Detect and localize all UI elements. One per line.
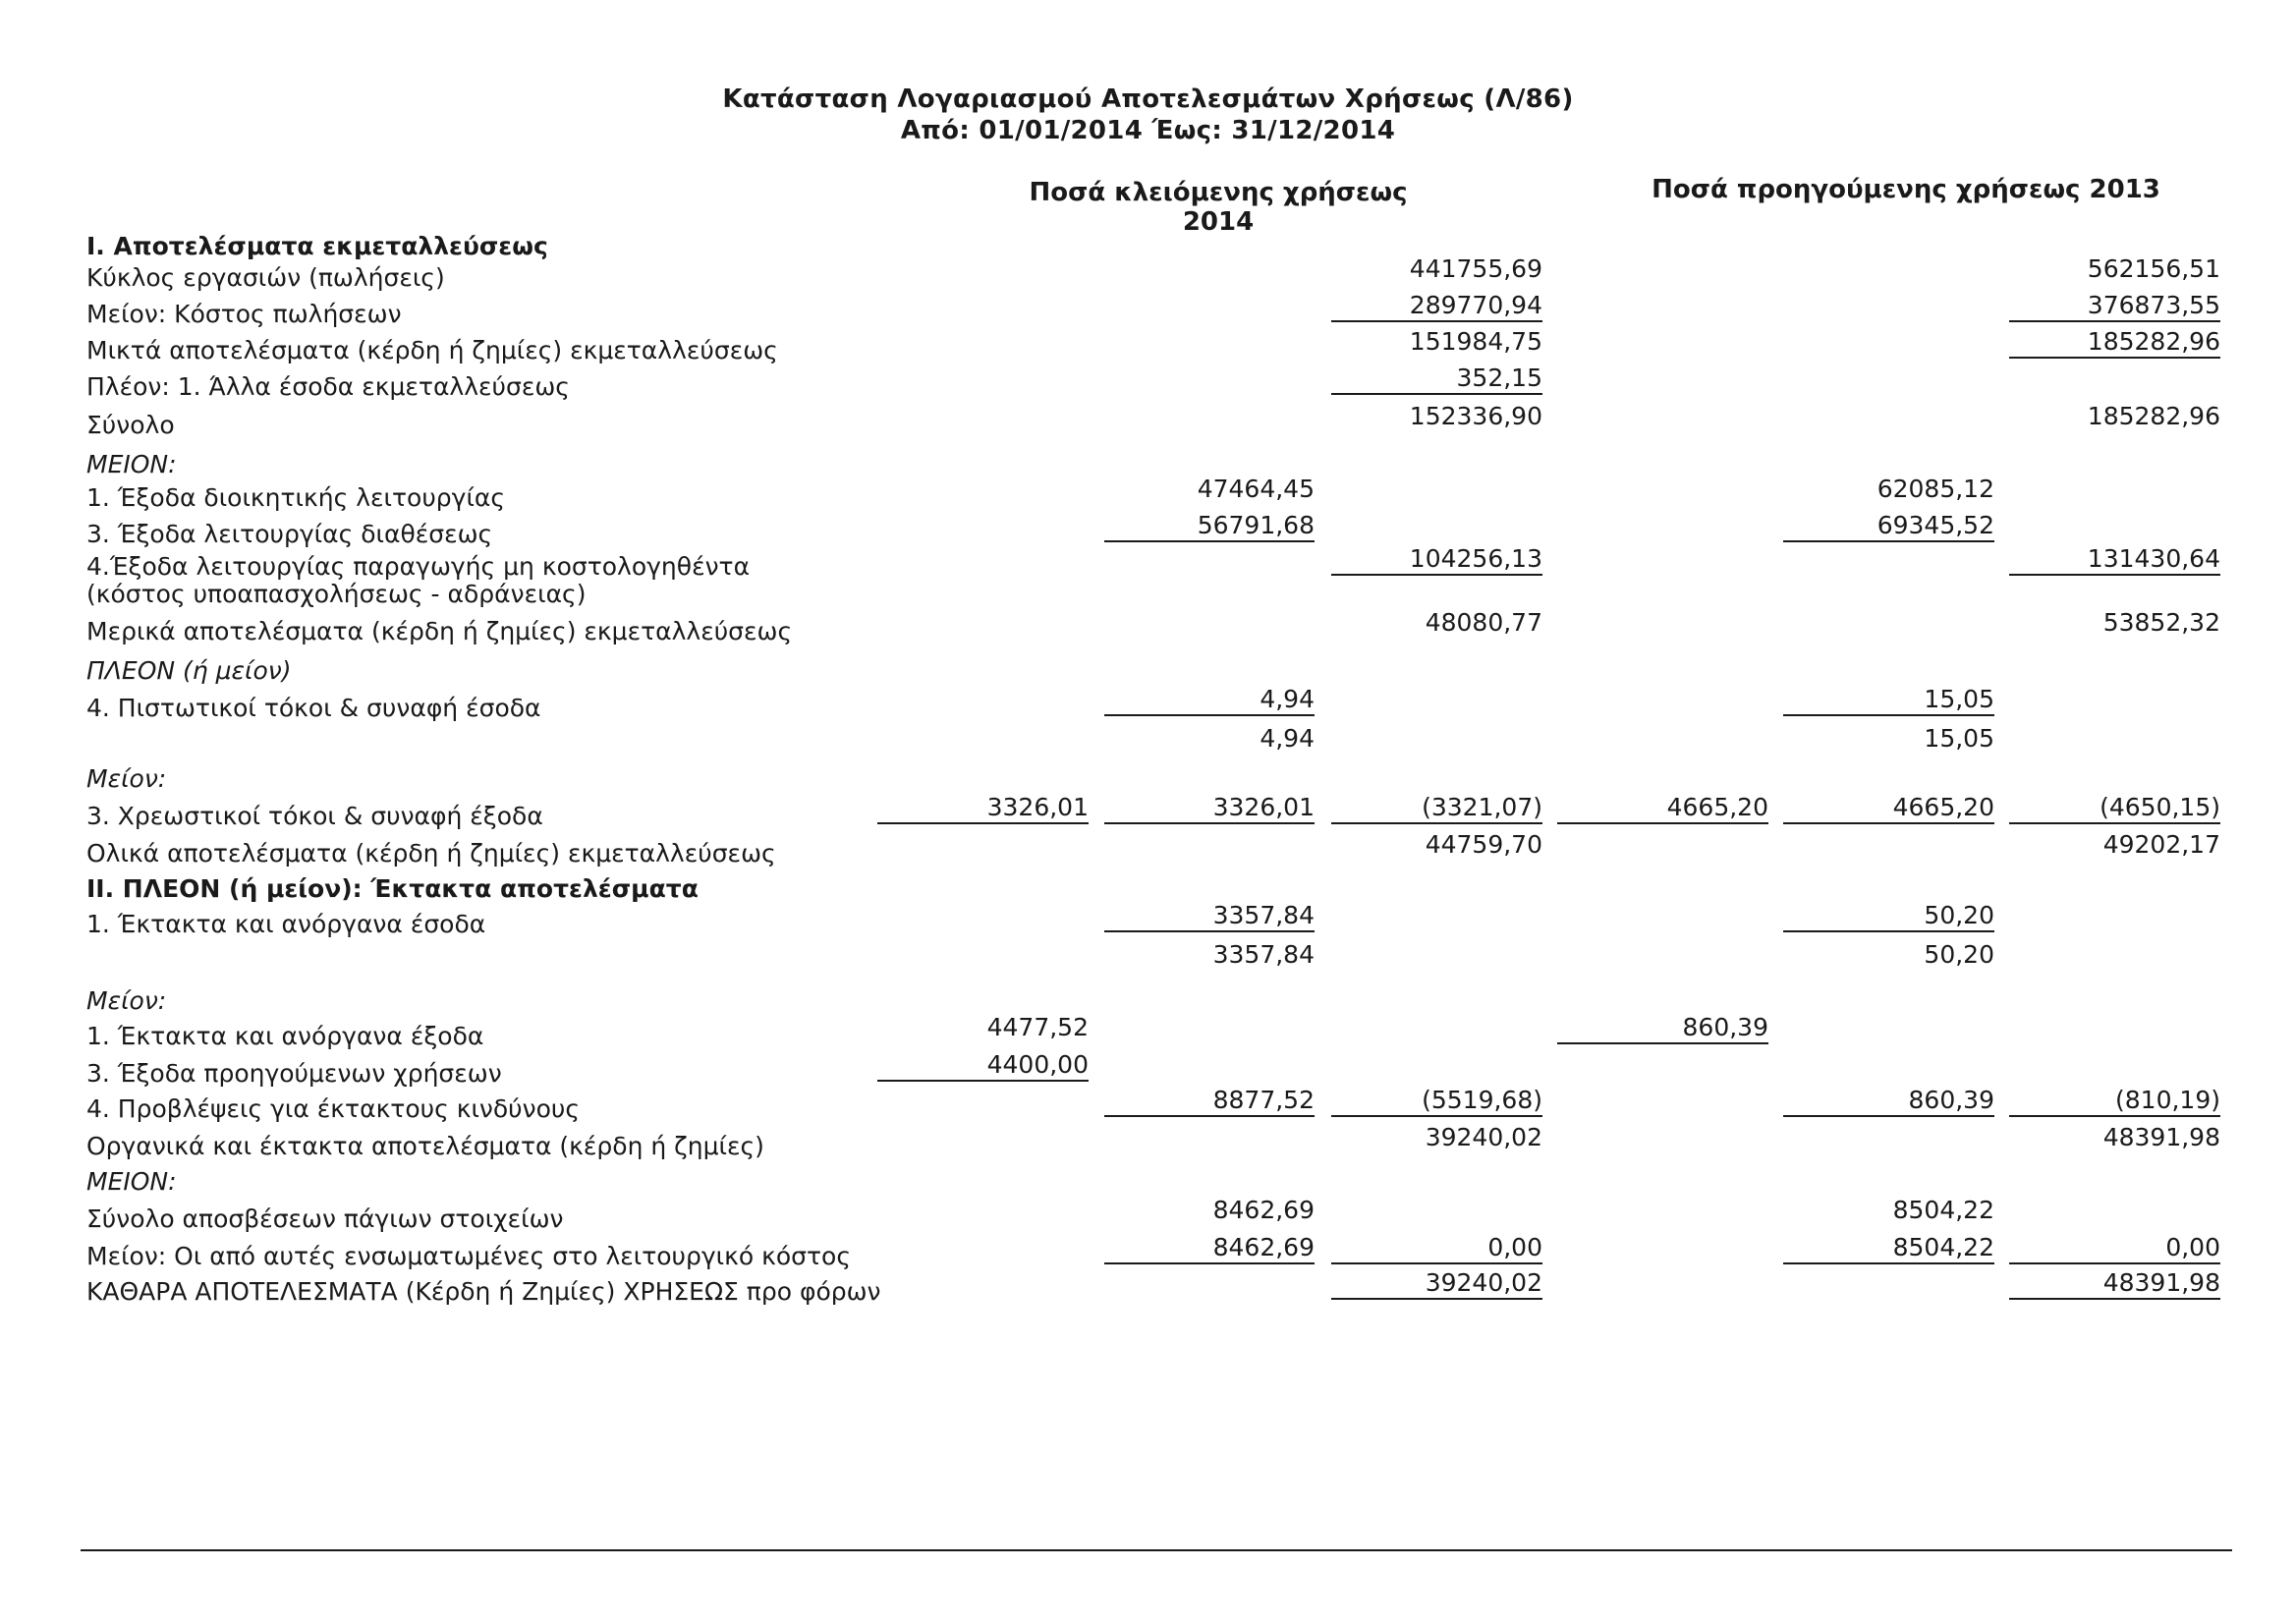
row-label: Σύνολο xyxy=(86,411,175,439)
row-label: 4.Έξοδα λειτουργίας παραγωγής μη κοστολογηθέντα (κόστος υποαπασχολήσεως - αδράνειας) xyxy=(86,552,751,608)
row-label: 3. Έξοδα λειτουργίας διαθέσεως xyxy=(86,520,493,548)
amount-c6: 562156,51 xyxy=(2087,254,2220,283)
row-label: 4. Προβλέψεις για έκτακτους κινδύνους xyxy=(86,1094,581,1123)
amount-c3: 39240,02 xyxy=(1425,1268,1542,1297)
row-label: 4. Πιστωτικοί τόκοι & συναφή έσοδα xyxy=(86,694,541,722)
row-label: ΜΕΙΟΝ: xyxy=(86,1167,177,1196)
row-label: Κύκλος εργασιών (πωλήσεις) xyxy=(86,263,445,292)
amount-c6: 185282,96 xyxy=(2087,327,2220,356)
row-label: Μείον: Οι από αυτές ενσωματωμένες στο λειτουργικό κόστος xyxy=(86,1242,852,1270)
amount-c3: 39240,02 xyxy=(1425,1123,1542,1151)
amount-c5: 15,05 xyxy=(1924,724,1994,753)
underline-rule xyxy=(1783,1262,1994,1264)
underline-rule xyxy=(2009,357,2220,359)
underline-rule xyxy=(2009,574,2220,576)
underline-rule xyxy=(2009,1115,2220,1117)
amount-c5: 8504,22 xyxy=(1892,1196,1994,1224)
amount-c6: 53852,32 xyxy=(2102,608,2220,637)
underline-rule xyxy=(1104,930,1315,932)
amount-c1: 3326,01 xyxy=(986,793,1089,821)
amount-c3: 352,15 xyxy=(1456,364,1542,392)
amount-c2: 3326,01 xyxy=(1212,793,1315,821)
row-label: Μερικά αποτελέσματα (κέρδη ή ζημίες) εκμεταλλεύσεως xyxy=(86,617,793,645)
row-label: Πλέον: 1. Άλλα έσοδα εκμεταλλεύσεως xyxy=(86,372,570,401)
amount-c3: 151984,75 xyxy=(1409,327,1542,356)
underline-rule xyxy=(1331,393,1542,395)
underline-rule xyxy=(1104,714,1315,716)
amount-c3: 48080,77 xyxy=(1425,608,1542,637)
underline-rule xyxy=(1104,540,1315,542)
row-label: ΠΛΕΟΝ (ή μείον) xyxy=(86,656,292,685)
row-label: Μείον: xyxy=(86,986,167,1015)
amount-c5: 860,39 xyxy=(1908,1086,1994,1114)
underline-rule xyxy=(1331,320,1542,322)
amount-c5: 69345,52 xyxy=(1876,511,1994,539)
amount-c2: 4,94 xyxy=(1260,685,1315,713)
underline-rule xyxy=(1104,822,1315,824)
statement-title: Κατάσταση Λογαριασμού Αποτελεσμάτων Χρήσεως (Λ/86) xyxy=(722,84,1574,114)
amount-c2: 3357,84 xyxy=(1212,940,1315,969)
underline-rule xyxy=(1783,1115,1994,1117)
amount-c5: 62085,12 xyxy=(1876,475,1994,503)
underline-rule xyxy=(1331,574,1542,576)
underline-rule xyxy=(1331,1115,1542,1117)
underline-rule xyxy=(2009,822,2220,824)
amount-c6: (810,19) xyxy=(2115,1086,2220,1114)
row-label: Ολικά αποτελέσματα (κέρδη ή ζημίες) εκμεταλλεύσεως xyxy=(86,839,776,868)
amount-c6: 48391,98 xyxy=(2102,1268,2220,1297)
amount-c3: 289770,94 xyxy=(1409,291,1542,319)
row-label: 3. Χρεωστικοί τόκοι & συναφή έξοδα xyxy=(86,802,543,830)
underline-rule xyxy=(1783,714,1994,716)
column-header-2014: Ποσά κλειόμενης χρήσεως 2014 xyxy=(1029,178,1408,237)
underline-rule xyxy=(1104,1262,1315,1264)
underline-rule xyxy=(877,1080,1089,1082)
amount-c5: 8504,22 xyxy=(1892,1233,1994,1261)
row-label: ΚΑΘΑΡΑ ΑΠΟΤΕΛΕΣΜΑΤΑ (Κέρδη ή Ζημίες) ΧΡΗΣΕΩΣ προ φόρων xyxy=(86,1277,881,1306)
amount-c6: 48391,98 xyxy=(2102,1123,2220,1151)
underline-rule xyxy=(2009,320,2220,322)
row-label: Μείον: xyxy=(86,764,167,793)
amount-c3: 0,00 xyxy=(1487,1233,1542,1261)
amount-c1: 4477,52 xyxy=(986,1013,1089,1041)
amount-c3: 152336,90 xyxy=(1409,402,1542,430)
amount-c2: 8462,69 xyxy=(1212,1196,1315,1224)
underline-rule xyxy=(1331,1298,1542,1300)
amount-c3: 44759,70 xyxy=(1425,830,1542,859)
footer-divider xyxy=(81,1549,2232,1551)
amount-c4: 860,39 xyxy=(1682,1013,1768,1041)
row-label: II. ΠΛΕΟΝ (ή μείον): Έκτακτα αποτελέσματα xyxy=(86,874,699,903)
row-label: Οργανικά και έκτακτα αποτελέσματα (κέρδη ή ζημίες) xyxy=(86,1132,764,1160)
amount-c3: (5519,68) xyxy=(1422,1086,1542,1114)
amount-c6: 376873,55 xyxy=(2087,291,2220,319)
underline-rule xyxy=(1557,822,1768,824)
amount-c2: 3357,84 xyxy=(1212,901,1315,929)
amount-c2: 47464,45 xyxy=(1197,475,1315,503)
amount-c3: 441755,69 xyxy=(1409,254,1542,283)
amount-c6: 49202,17 xyxy=(2102,830,2220,859)
amount-c1: 4400,00 xyxy=(986,1050,1089,1079)
amount-c5: 50,20 xyxy=(1924,940,1994,969)
amount-c6: 131430,64 xyxy=(2087,544,2220,573)
row-label: 1. Έκτακτα και ανόργανα έσοδα xyxy=(86,910,486,938)
amount-c6: 0,00 xyxy=(2165,1233,2220,1261)
column-header-2013: Ποσά προηγούμενης χρήσεως 2013 xyxy=(1652,175,2160,204)
row-label: I. Αποτελέσματα εκμεταλλεύσεως xyxy=(86,232,548,260)
amount-c4: 4665,20 xyxy=(1666,793,1768,821)
amount-c2: 8877,52 xyxy=(1212,1086,1315,1114)
underline-rule xyxy=(877,822,1089,824)
row-label: 1. Έξοδα διοικητικής λειτουργίας xyxy=(86,483,506,512)
underline-rule xyxy=(1331,1262,1542,1264)
amount-c3: (3321,07) xyxy=(1422,793,1542,821)
underline-rule xyxy=(2009,1262,2220,1264)
amount-c2: 4,94 xyxy=(1260,724,1315,753)
row-label: Μικτά αποτελέσματα (κέρδη ή ζημίες) εκμεταλλεύσεως xyxy=(86,336,778,364)
row-label: 3. Έξοδα προηγούμενων χρήσεων xyxy=(86,1059,502,1088)
row-label: Μείον: Κόστος πωλήσεων xyxy=(86,300,402,328)
statement-period: Από: 01/01/2014 Έως: 31/12/2014 xyxy=(900,116,1396,145)
amount-c5: 4665,20 xyxy=(1892,793,1994,821)
amount-c5: 15,05 xyxy=(1924,685,1994,713)
amount-c3: 104256,13 xyxy=(1409,544,1542,573)
underline-rule xyxy=(1783,822,1994,824)
underline-rule xyxy=(1783,540,1994,542)
underline-rule xyxy=(1557,1042,1768,1044)
underline-rule xyxy=(1783,930,1994,932)
underline-rule xyxy=(1104,1115,1315,1117)
amount-c2: 8462,69 xyxy=(1212,1233,1315,1261)
amount-c6: 185282,96 xyxy=(2087,402,2220,430)
underline-rule xyxy=(1331,822,1542,824)
row-label: 1. Έκτακτα και ανόργανα έξοδα xyxy=(86,1022,484,1050)
amount-c2: 56791,68 xyxy=(1197,511,1315,539)
amount-c5: 50,20 xyxy=(1924,901,1994,929)
row-label: Σύνολο αποσβέσεων πάγιων στοιχείων xyxy=(86,1204,564,1233)
amount-c6: (4650,15) xyxy=(2100,793,2220,821)
underline-rule xyxy=(2009,1298,2220,1300)
row-label: ΜΕΙΟΝ: xyxy=(86,450,177,478)
